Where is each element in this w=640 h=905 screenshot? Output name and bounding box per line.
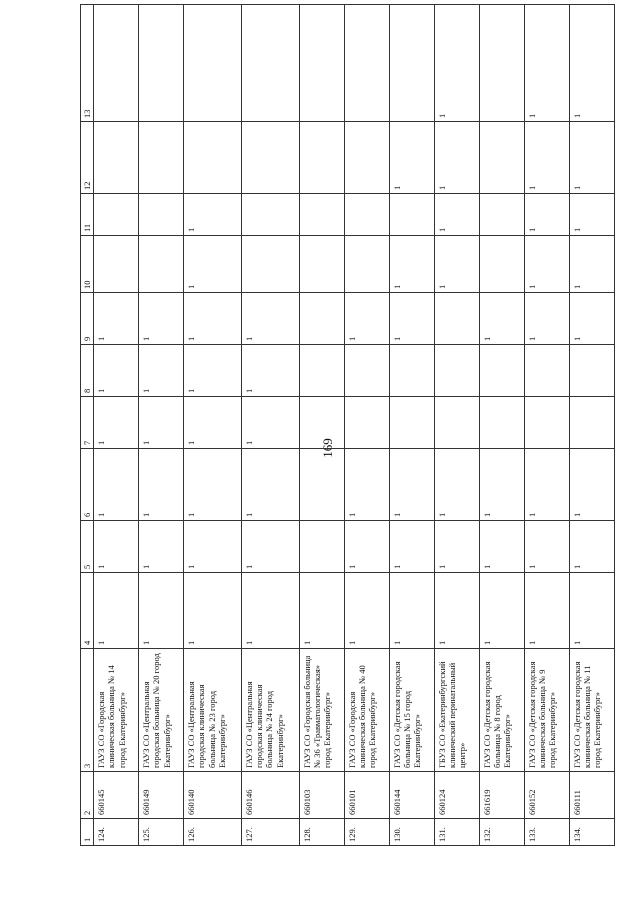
value-cell-col-5: 1	[524, 521, 569, 573]
value-cell-col-6	[299, 449, 344, 521]
value-cell-col-8	[344, 345, 389, 397]
value-cell-col-12: 1	[434, 122, 479, 194]
organization-name-cell: ГАУЗ СО «Городская клиническая больница № 40 город Екатеринбург»	[344, 649, 389, 772]
value-cell-col-6: 1	[344, 449, 389, 521]
value-cell-col-5: 1	[389, 521, 434, 573]
value-cell-col-8: 1	[184, 345, 242, 397]
value-cell-col-12: 1	[389, 122, 434, 194]
page-number: 169	[319, 438, 335, 458]
value-cell-col-11	[94, 194, 139, 236]
organization-name-cell: ГАУЗ СО «Городская больница № 36 «Травматологическая» город Екатеринбург»	[299, 649, 344, 772]
table-row	[139, 5, 184, 846]
col-header: 11	[81, 194, 94, 236]
value-cell-col-6: 1	[434, 449, 479, 521]
value-cell-col-6: 1	[184, 449, 242, 521]
organization-name-cell: ГБУЗ СО «Екатеринбургский клинический перинатальный центр»	[434, 649, 479, 772]
row-code-cell: 660103	[299, 772, 344, 819]
value-cell-col-13	[389, 5, 434, 122]
value-cell-col-8: 1	[139, 345, 184, 397]
table-row	[524, 5, 569, 846]
row-code-cell: 660101	[344, 772, 389, 819]
value-cell-col-6: 1	[242, 449, 300, 521]
organization-name-cell: ГАУЗ СО «Детская городская больница № 15 город Екатеринбург»	[389, 649, 434, 772]
col-header: 2	[81, 772, 94, 819]
col-header: 8	[81, 345, 94, 397]
value-cell-col-8: 1	[242, 345, 300, 397]
row-code-cell: 660146	[242, 772, 300, 819]
value-cell-col-5	[299, 521, 344, 573]
organization-name-cell: ГАУЗ СО «Центральная городская клиническая больница № 23 город Екатеринбург»	[184, 649, 242, 772]
value-cell-col-12	[344, 122, 389, 194]
value-cell-col-7: 1	[242, 397, 300, 449]
value-cell-col-10: 1	[434, 236, 479, 293]
value-cell-col-4: 1	[344, 573, 389, 649]
value-cell-col-13	[344, 5, 389, 122]
value-cell-col-11	[139, 194, 184, 236]
value-cell-col-4: 1	[299, 573, 344, 649]
row-number-cell: 128.	[299, 819, 344, 846]
value-cell-col-7	[344, 397, 389, 449]
row-number-cell: 127.	[242, 819, 300, 846]
row-number-cell: 124.	[94, 819, 139, 846]
value-cell-col-10	[139, 236, 184, 293]
header-row	[81, 5, 94, 846]
value-cell-col-5: 1	[479, 521, 524, 573]
value-cell-col-5: 1	[139, 521, 184, 573]
table-row	[569, 5, 614, 846]
value-cell-col-6: 1	[389, 449, 434, 521]
value-cell-col-5: 1	[242, 521, 300, 573]
value-cell-col-8	[389, 345, 434, 397]
value-cell-col-13	[242, 5, 300, 122]
value-cell-col-10	[242, 236, 300, 293]
value-cell-col-4: 1	[524, 573, 569, 649]
value-cell-col-4: 1	[434, 573, 479, 649]
value-cell-col-10: 1	[184, 236, 242, 293]
value-cell-col-9	[434, 293, 479, 345]
value-cell-col-7: 1	[139, 397, 184, 449]
value-cell-col-5: 1	[94, 521, 139, 573]
value-cell-col-8	[299, 345, 344, 397]
value-cell-col-9: 1	[389, 293, 434, 345]
value-cell-col-6: 1	[479, 449, 524, 521]
value-cell-col-7	[299, 397, 344, 449]
value-cell-col-6: 1	[569, 449, 614, 521]
row-code-cell: 661619	[479, 772, 524, 819]
value-cell-col-10: 1	[524, 236, 569, 293]
value-cell-col-12	[242, 122, 300, 194]
organization-name-cell: ГАУЗ СО «Детская городская клиническая больница № 11 город Екатеринбург»	[569, 649, 614, 772]
value-cell-col-10	[299, 236, 344, 293]
value-cell-col-12	[479, 122, 524, 194]
value-cell-col-11	[389, 194, 434, 236]
row-code-cell: 660140	[184, 772, 242, 819]
col-header: 7	[81, 397, 94, 449]
value-cell-col-8	[434, 345, 479, 397]
value-cell-col-13: 1	[434, 5, 479, 122]
table-body	[94, 5, 615, 846]
value-cell-col-9: 1	[242, 293, 300, 345]
table-row	[389, 5, 434, 846]
value-cell-col-7	[434, 397, 479, 449]
value-cell-col-13	[479, 5, 524, 122]
row-code-cell: 660149	[139, 772, 184, 819]
value-cell-col-4: 1	[94, 573, 139, 649]
value-cell-col-7	[479, 397, 524, 449]
value-cell-col-9: 1	[344, 293, 389, 345]
data-table	[80, 4, 615, 846]
col-header: 1	[81, 819, 94, 846]
value-cell-col-9: 1	[94, 293, 139, 345]
value-cell-col-10	[479, 236, 524, 293]
table-row	[242, 5, 300, 846]
organization-name-cell: ГАУЗ СО «Детская городская больница № 8 город Екатеринбург»	[479, 649, 524, 772]
value-cell-col-13: 1	[569, 5, 614, 122]
row-code-cell: 660144	[389, 772, 434, 819]
col-header: 3	[81, 649, 94, 772]
row-number-cell: 129.	[344, 819, 389, 846]
value-cell-col-10: 1	[389, 236, 434, 293]
value-cell-col-9: 1	[524, 293, 569, 345]
col-header: 9	[81, 293, 94, 345]
value-cell-col-4: 1	[389, 573, 434, 649]
value-cell-col-13	[94, 5, 139, 122]
table-row	[434, 5, 479, 846]
value-cell-col-4: 1	[479, 573, 524, 649]
table-row	[479, 5, 524, 846]
value-cell-col-13	[299, 5, 344, 122]
organization-name-cell: ГАУЗ СО «Центральная городская клиническая больница № 24 город Екатеринбург»	[242, 649, 300, 772]
table-row	[344, 5, 389, 846]
value-cell-col-10	[94, 236, 139, 293]
value-cell-col-13	[184, 5, 242, 122]
row-number-cell: 133.	[524, 819, 569, 846]
row-code-cell: 660124	[434, 772, 479, 819]
value-cell-col-8	[569, 345, 614, 397]
value-cell-col-11: 1	[524, 194, 569, 236]
table-row	[299, 5, 344, 846]
col-header: 6	[81, 449, 94, 521]
value-cell-col-11	[242, 194, 300, 236]
row-number-cell: 125.	[139, 819, 184, 846]
value-cell-col-11	[344, 194, 389, 236]
row-number-cell: 132.	[479, 819, 524, 846]
value-cell-col-13	[139, 5, 184, 122]
value-cell-col-12	[299, 122, 344, 194]
row-number-cell: 130.	[389, 819, 434, 846]
row-code-cell: 660145	[94, 772, 139, 819]
row-code-cell: 660152	[524, 772, 569, 819]
value-cell-col-5: 1	[344, 521, 389, 573]
value-cell-col-6: 1	[94, 449, 139, 521]
value-cell-col-12	[94, 122, 139, 194]
table-row	[94, 5, 139, 846]
row-number-cell: 134.	[569, 819, 614, 846]
value-cell-col-12: 1	[569, 122, 614, 194]
value-cell-col-4: 1	[569, 573, 614, 649]
value-cell-col-8: 1	[94, 345, 139, 397]
value-cell-col-9	[299, 293, 344, 345]
col-header: 5	[81, 521, 94, 573]
value-cell-col-8	[524, 345, 569, 397]
organization-name-cell: ГАУЗ СО «Детская городская клиническая больница № 9 город Екатеринбург»	[524, 649, 569, 772]
value-cell-col-7: 1	[184, 397, 242, 449]
table-row	[184, 5, 242, 846]
value-cell-col-9: 1	[569, 293, 614, 345]
value-cell-col-12	[184, 122, 242, 194]
value-cell-col-6: 1	[524, 449, 569, 521]
value-cell-col-4: 1	[139, 573, 184, 649]
organization-name-cell: ГАУЗ СО «Центральная городская больница № 20 город Екатеринбург»	[139, 649, 184, 772]
col-header: 13	[81, 5, 94, 122]
value-cell-col-12	[139, 122, 184, 194]
organization-name-cell: ГАУЗ СО «Городская клиническая больница № 14 город Екатеринбург»	[94, 649, 139, 772]
value-cell-col-10: 1	[569, 236, 614, 293]
value-cell-col-11: 1	[184, 194, 242, 236]
row-number-cell: 126.	[184, 819, 242, 846]
value-cell-col-7	[524, 397, 569, 449]
value-cell-col-5: 1	[434, 521, 479, 573]
col-header: 4	[81, 573, 94, 649]
value-cell-col-5: 1	[184, 521, 242, 573]
col-header: 12	[81, 122, 94, 194]
row-number-cell: 131.	[434, 819, 479, 846]
value-cell-col-9: 1	[479, 293, 524, 345]
value-cell-col-13: 1	[524, 5, 569, 122]
value-cell-col-11: 1	[434, 194, 479, 236]
row-code-cell: 660111	[569, 772, 614, 819]
value-cell-col-11	[479, 194, 524, 236]
value-cell-col-9: 1	[184, 293, 242, 345]
value-cell-col-7	[569, 397, 614, 449]
value-cell-col-6: 1	[139, 449, 184, 521]
value-cell-col-7: 1	[94, 397, 139, 449]
value-cell-col-9: 1	[139, 293, 184, 345]
value-cell-col-11	[299, 194, 344, 236]
value-cell-col-12: 1	[524, 122, 569, 194]
value-cell-col-4: 1	[184, 573, 242, 649]
rotated-table-container	[80, 53, 615, 846]
value-cell-col-10	[344, 236, 389, 293]
value-cell-col-8	[479, 345, 524, 397]
value-cell-col-4: 1	[242, 573, 300, 649]
value-cell-col-5: 1	[569, 521, 614, 573]
value-cell-col-11: 1	[569, 194, 614, 236]
col-header: 10	[81, 236, 94, 293]
value-cell-col-7	[389, 397, 434, 449]
